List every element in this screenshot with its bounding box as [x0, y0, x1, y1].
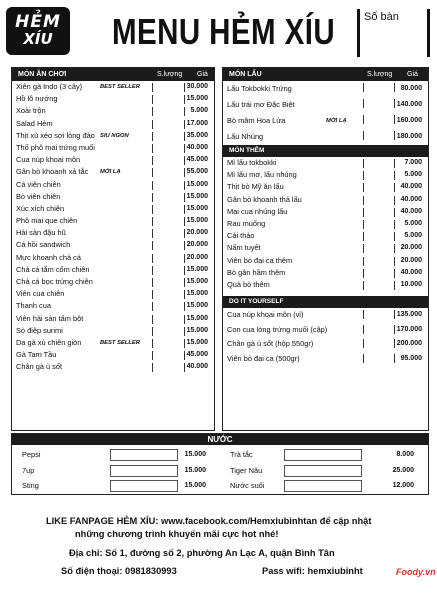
- menu-item-price: 8.000: [396, 451, 414, 458]
- menu-item-row[interactable]: [12, 191, 214, 203]
- column-divider: [152, 107, 153, 116]
- menu-item-price: 15.000: [186, 290, 208, 298]
- drinks-left-list: [16, 447, 212, 494]
- snacks-panel: [11, 67, 215, 431]
- menu-item-price: 45.000: [186, 351, 208, 359]
- column-divider: [184, 339, 185, 348]
- menu-item-name: Chả cá tắm cốm chiên: [16, 264, 90, 274]
- hem-xiu-logo: [6, 7, 70, 55]
- price-column-label: Giá: [407, 71, 418, 78]
- menu-item-row[interactable]: [223, 113, 428, 129]
- menu-item-row[interactable]: [223, 97, 428, 113]
- qty-column-label: S.lượng: [367, 71, 393, 78]
- column-divider: [152, 241, 153, 250]
- column-divider: [394, 310, 395, 319]
- menu-item-price: 40.000: [400, 183, 422, 191]
- column-divider: [184, 229, 185, 238]
- menu-item-price: 200.000: [396, 340, 422, 348]
- column-divider: [184, 107, 185, 116]
- menu-item-name: Bò viên chiên: [16, 191, 61, 201]
- column-divider: [184, 205, 185, 214]
- menu-item-row[interactable]: [12, 252, 214, 264]
- menu-item-name: Cua núp khoai môn (vỉ): [227, 310, 304, 320]
- quantity-box[interactable]: [284, 449, 362, 461]
- menu-item-row[interactable]: [12, 325, 214, 337]
- menu-item-name: Thố phô mai trứng muối: [16, 142, 95, 152]
- wifi-text: Pass wifi: hemxiubinht: [262, 566, 363, 576]
- menu-item-price: 15.000: [184, 482, 206, 489]
- quantity-box[interactable]: [284, 465, 362, 477]
- menu-item-price: 12.000: [392, 482, 414, 489]
- address-text: Địa chỉ: Số 1, đường số 2, phường An Lạc A, quận Bình Tân: [69, 548, 335, 558]
- column-divider: [184, 132, 185, 141]
- menu-item-row[interactable]: [223, 129, 428, 145]
- column-divider: [394, 131, 395, 140]
- menu-item-price: 15.000: [186, 204, 208, 212]
- menu-item-row[interactable]: [12, 142, 214, 154]
- column-divider: [363, 171, 364, 180]
- column-divider: [363, 183, 364, 192]
- column-divider: [394, 269, 395, 278]
- menu-item-price: 15.000: [186, 326, 208, 334]
- menu-item-price: 40.000: [186, 363, 208, 371]
- menu-item-name: Mai cua nhúng lẩu: [227, 206, 288, 216]
- menu-item-row[interactable]: [223, 267, 428, 279]
- menu-item-name: Mì lẩu tokbokki: [227, 158, 277, 167]
- menu-item-row[interactable]: [223, 279, 428, 291]
- menu-item-row[interactable]: [12, 276, 214, 288]
- column-divider: [152, 83, 153, 92]
- menu-item-name: Lẩu trái mơ Đặc Biệt: [227, 100, 295, 109]
- column-divider: [184, 95, 185, 104]
- table-number-label: Số bàn: [364, 11, 399, 23]
- menu-item-row[interactable]: [223, 352, 428, 367]
- column-divider: [152, 339, 153, 348]
- menu-item-price: 20.000: [186, 229, 208, 237]
- menu-item-price: 140.000: [396, 101, 422, 108]
- menu-item-row[interactable]: [12, 337, 214, 349]
- column-divider: [184, 327, 185, 336]
- column-divider: [152, 168, 153, 177]
- menu-item-name: Hải sản đậu hũ: [16, 228, 66, 238]
- menu-item-name: Viên cua chiên: [16, 289, 65, 299]
- column-divider: [184, 217, 185, 226]
- column-divider: [152, 327, 153, 336]
- column-divider: [394, 354, 395, 363]
- menu-item-name: 7up: [22, 465, 35, 475]
- column-divider: [394, 99, 395, 108]
- column-divider: [184, 83, 185, 92]
- menu-item-name: Pepsi: [22, 450, 41, 459]
- menu-item-name: Trà tắc: [230, 450, 253, 459]
- column-divider: [363, 339, 364, 348]
- column-divider: [152, 217, 153, 226]
- menu-item-row[interactable]: [223, 169, 428, 181]
- extras-header: MÓN THÊM: [223, 145, 428, 157]
- menu-item-name: Bò gân hầm thêm: [227, 267, 286, 277]
- column-divider: [152, 95, 153, 104]
- menu-item-row[interactable]: [12, 130, 214, 142]
- menu-item-row[interactable]: [224, 478, 420, 494]
- menu-item-name: Viên bò đại ca thêm: [227, 255, 293, 265]
- quantity-box[interactable]: [284, 480, 362, 492]
- menu-item-row[interactable]: [12, 203, 214, 215]
- menu-item-row[interactable]: [12, 166, 214, 178]
- menu-item-name: Xúc xích chiên: [16, 203, 65, 213]
- menu-item-name: Chả cá bọc trứng chiên: [16, 277, 93, 286]
- menu-item-badge: BEST SELLER: [100, 84, 140, 90]
- menu-item-row[interactable]: [223, 157, 428, 169]
- menu-item-price: 15.000: [186, 314, 208, 322]
- menu-item-row[interactable]: [12, 93, 214, 105]
- column-divider: [152, 132, 153, 141]
- menu-item-row[interactable]: [223, 242, 428, 254]
- column-divider: [184, 144, 185, 153]
- foody-watermark: Foody.vn: [396, 567, 436, 577]
- menu-item-name: Viên bò đại ca (500gr): [227, 353, 300, 363]
- menu-item-name: Gân bò khoanh thả lẩu: [227, 194, 302, 204]
- menu-item-price: 45.000: [186, 156, 208, 164]
- menu-item-price: 55.000: [186, 168, 208, 176]
- column-divider: [152, 278, 153, 287]
- menu-item-name: Salad Hẻm: [16, 118, 53, 128]
- column-divider: [394, 257, 395, 266]
- menu-item-row[interactable]: [16, 447, 212, 463]
- menu-item-price: 7.000: [404, 159, 422, 166]
- column-divider: [394, 232, 395, 241]
- menu-item-price: 10.000: [400, 280, 422, 288]
- menu-item-price: 15.000: [186, 265, 208, 273]
- column-divider: [152, 156, 153, 165]
- menu-item-name: Thịt xù xéo sợi lòng đào: [16, 130, 95, 140]
- menu-item-row[interactable]: [12, 105, 214, 117]
- menu-item-row[interactable]: [12, 313, 214, 325]
- menu-item-price: 20.000: [186, 253, 208, 261]
- menu-item-price: 40.000: [400, 207, 422, 215]
- hotpot-panel: [222, 67, 429, 431]
- menu-item-row[interactable]: [12, 349, 214, 361]
- drinks-panel: [11, 433, 429, 495]
- column-divider: [394, 83, 395, 92]
- drinks-right-list: [224, 447, 420, 494]
- column-divider: [152, 193, 153, 202]
- menu-item-name: Quả bò thêm: [227, 279, 270, 289]
- menu-item-price: 180.000: [396, 133, 422, 140]
- menu-item-name: Chân gà ủ sốt: [16, 362, 63, 372]
- menu-item-row[interactable]: [12, 215, 214, 227]
- menu-item-price: 15.000: [184, 466, 206, 474]
- column-divider: [152, 229, 153, 238]
- menu-item-row[interactable]: [223, 218, 428, 230]
- menu-item-price: 5.000: [404, 232, 422, 240]
- column-divider: [363, 281, 364, 290]
- menu-item-row[interactable]: [12, 179, 214, 191]
- menu-item-name: Thanh cua: [16, 301, 51, 311]
- diy-list: [223, 308, 428, 366]
- column-divider: [184, 181, 185, 190]
- menu-item-name: Sting: [22, 481, 39, 490]
- extras-list: [223, 157, 428, 291]
- menu-item-price: 15.000: [186, 278, 208, 285]
- column-divider: [152, 144, 153, 153]
- column-divider: [363, 232, 364, 241]
- menu-item-price: 15.000: [186, 217, 208, 225]
- column-divider: [152, 181, 153, 190]
- menu-item-price: 15.000: [186, 338, 208, 346]
- menu-item-row[interactable]: [223, 81, 428, 97]
- menu-item-row[interactable]: [16, 478, 212, 494]
- table-number-box[interactable]: [357, 9, 430, 57]
- qty-column-label: S.lượng: [157, 71, 183, 78]
- menu-item-name: Xoài trộn: [16, 106, 46, 116]
- column-divider: [152, 254, 153, 263]
- menu-item-badge: MỚI LẠ: [100, 169, 121, 176]
- column-divider: [394, 208, 395, 217]
- menu-item-price: 17.000: [186, 119, 208, 127]
- column-divider: [184, 302, 185, 311]
- column-divider: [152, 205, 153, 214]
- column-divider: [184, 120, 185, 129]
- menu-item-name: Gà Tam Tầu: [16, 350, 57, 360]
- menu-item-price: 5.000: [404, 171, 422, 179]
- column-divider: [152, 351, 153, 360]
- column-divider: [394, 339, 395, 348]
- menu-item-price: 20.000: [400, 256, 422, 264]
- menu-item-price: 135.000: [396, 311, 422, 319]
- menu-item-price: 40.000: [400, 195, 422, 203]
- menu-item-name: Viên hải sản tẩm bột: [16, 313, 84, 323]
- menu-item-row[interactable]: [12, 239, 214, 251]
- menu-item-name: Sò điệp surimi: [16, 325, 63, 335]
- column-divider: [363, 159, 364, 168]
- menu-item-price: 40.000: [186, 143, 208, 151]
- snacks-list: [12, 81, 214, 374]
- menu-item-badge: BEST SELLER: [100, 339, 140, 346]
- menu-item-name: Hồ lô nướng: [16, 94, 58, 104]
- menu-item-name: Cải thảo: [227, 231, 255, 241]
- hotpot-panel-header: [223, 68, 428, 81]
- menu-item-name: Nấm tuyết: [227, 243, 261, 253]
- drinks-header: NƯỚC: [12, 434, 428, 445]
- menu-item-price: 170.000: [396, 325, 422, 333]
- menu-item-name: Mì lẩu mơ, lẩu nhúng: [227, 170, 297, 180]
- menu-item-row[interactable]: [223, 181, 428, 193]
- menu-item-price: 30.000: [186, 83, 208, 90]
- column-divider: [184, 168, 185, 177]
- logo-line1: HẺM: [15, 12, 61, 32]
- quantity-box[interactable]: [110, 480, 178, 492]
- menu-item-name: Phô mai que chiên: [16, 216, 78, 226]
- hotpot-title: MÓN LẨU: [229, 71, 262, 78]
- hotpot-list: [223, 81, 428, 145]
- menu-item-row[interactable]: [12, 264, 214, 276]
- column-divider: [152, 290, 153, 299]
- column-divider: [363, 269, 364, 278]
- menu-item-row[interactable]: [12, 288, 214, 300]
- menu-item-name: Cá viên chiên: [16, 179, 61, 189]
- menu-item-name: Rau muống: [227, 218, 266, 228]
- column-divider: [152, 120, 153, 129]
- menu-item-name: Con cua lòng trứng muối (cặp): [227, 324, 328, 334]
- column-divider: [152, 363, 153, 372]
- menu-item-name: Xiên gà Indo (3 cây): [16, 82, 83, 91]
- column-divider: [363, 257, 364, 266]
- column-divider: [394, 115, 395, 124]
- menu-item-row[interactable]: [12, 118, 214, 130]
- menu-item-row[interactable]: [223, 337, 428, 352]
- menu-item-name: Lẩu Nhúng: [227, 132, 264, 141]
- menu-item-name: Cua núp khoai môn: [16, 155, 81, 165]
- column-divider: [363, 208, 364, 217]
- snacks-panel-header: [12, 68, 214, 81]
- column-divider: [184, 351, 185, 360]
- menu-item-name: Bò mâm Hoa Lửa: [227, 116, 286, 125]
- column-divider: [152, 302, 153, 311]
- menu-item-row[interactable]: [223, 308, 428, 323]
- menu-item-price: 160.000: [396, 117, 422, 124]
- menu-item-price: 5.000: [190, 107, 208, 115]
- snacks-title: MÓN ĂN CHƠI: [18, 71, 67, 78]
- fanpage-text: LIKE FANPAGE HẺM XÍU: www.facebook.com/Hemxiubinhtan để cập nhật: [46, 516, 372, 526]
- menu-item-row[interactable]: [223, 230, 428, 242]
- menu-item-row[interactable]: [224, 463, 420, 479]
- column-divider: [184, 363, 185, 372]
- column-divider: [184, 156, 185, 165]
- menu-header: [0, 0, 437, 66]
- column-divider: [394, 220, 395, 229]
- menu-item-price: 25.000: [392, 466, 414, 474]
- menu-item-name: Thịt bò Mỹ ăn lẩu: [227, 182, 284, 192]
- menu-item-price: 15.000: [184, 451, 206, 458]
- column-divider: [394, 196, 395, 205]
- column-divider: [184, 315, 185, 324]
- column-divider: [363, 325, 364, 334]
- menu-item-name: Chân gà ủ sốt (hộp 550gr): [227, 339, 314, 349]
- menu-item-name: Nước suối: [230, 481, 265, 490]
- menu-item-row[interactable]: [12, 154, 214, 166]
- menu-item-row[interactable]: [224, 447, 420, 463]
- column-divider: [184, 254, 185, 263]
- column-divider: [363, 196, 364, 205]
- column-divider: [184, 266, 185, 275]
- column-divider: [394, 281, 395, 290]
- column-divider: [184, 193, 185, 202]
- menu-title: MENU HẺM XÍU: [112, 11, 336, 52]
- phone-text: Số điện thoại: 0981830993: [61, 566, 177, 576]
- promo-text: những chương trình khuyến mãi cực hot nhé!: [75, 529, 279, 539]
- column-divider: [394, 244, 395, 253]
- menu-item-row[interactable]: [223, 194, 428, 206]
- menu-item-badge: MỚI LẠ: [326, 118, 347, 124]
- menu-item-price: 40.000: [400, 268, 422, 276]
- column-divider: [394, 325, 395, 334]
- column-divider: [363, 310, 364, 319]
- menu-item-name: Gân bò khoanh xả tắc: [16, 167, 89, 177]
- column-divider: [184, 241, 185, 250]
- menu-item-row[interactable]: [12, 300, 214, 312]
- column-divider: [152, 315, 153, 324]
- menu-item-row[interactable]: [12, 227, 214, 239]
- menu-item-price: 80.000: [400, 85, 422, 92]
- menu-item-price: 15.000: [186, 302, 208, 310]
- menu-item-row[interactable]: [223, 255, 428, 267]
- column-divider: [363, 354, 364, 363]
- menu-item-row[interactable]: [12, 361, 214, 373]
- quantity-box[interactable]: [110, 465, 178, 477]
- price-column-label: Giá: [197, 71, 208, 78]
- column-divider: [363, 220, 364, 229]
- menu-item-price: 5.000: [404, 219, 422, 227]
- column-divider: [394, 171, 395, 180]
- column-divider: [363, 131, 364, 140]
- menu-item-row[interactable]: [223, 323, 428, 338]
- column-divider: [184, 290, 185, 299]
- column-divider: [184, 278, 185, 287]
- menu-item-price: 15.000: [186, 95, 208, 103]
- diy-header: DO IT YOURSELF: [223, 296, 428, 308]
- column-divider: [363, 99, 364, 108]
- menu-item-row[interactable]: [12, 81, 214, 93]
- menu-item-row[interactable]: [16, 463, 212, 479]
- quantity-box[interactable]: [110, 449, 178, 461]
- menu-item-price: 15.000: [186, 180, 208, 188]
- menu-item-price: 95.000: [400, 354, 422, 362]
- column-divider: [394, 159, 395, 168]
- column-divider: [363, 83, 364, 92]
- column-divider: [363, 115, 364, 124]
- column-divider: [152, 266, 153, 275]
- column-divider: [394, 183, 395, 192]
- column-divider: [363, 244, 364, 253]
- menu-item-price: 35.000: [186, 131, 208, 139]
- menu-item-price: 20.000: [400, 244, 422, 252]
- menu-item-name: Lẩu Tokbokki Trứng: [227, 84, 292, 93]
- menu-item-price: 15.000: [186, 192, 208, 200]
- menu-item-name: Tiger Nâu: [230, 465, 263, 475]
- menu-item-name: Da gà xù chiên giòn: [16, 337, 82, 347]
- menu-item-name: Mực khoanh chả cá: [16, 252, 81, 262]
- menu-item-price: 20.000: [186, 241, 208, 249]
- logo-line2: XÍU: [23, 30, 53, 48]
- menu-item-badge: SIU NGON: [100, 132, 129, 139]
- menu-item-name: Cá hồi sandwich: [16, 240, 71, 250]
- menu-item-row[interactable]: [223, 206, 428, 218]
